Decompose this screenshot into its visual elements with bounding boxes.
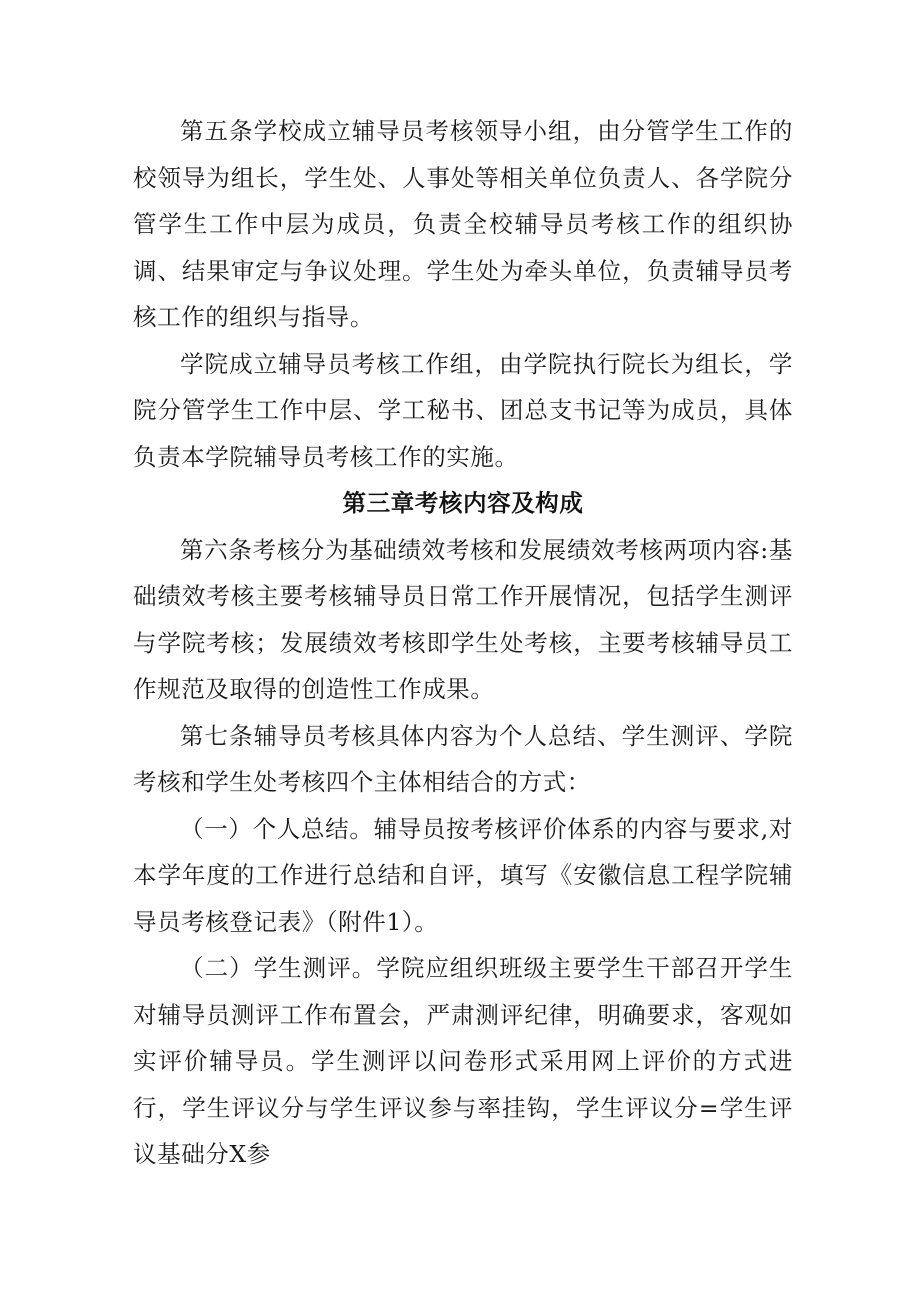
item-2-student-evaluation: （二）学生测评。学院应组织班级主要学生干部召开学生对辅导员测评工作布置会，严肃测评纪律，明确要求，客观如实评价辅导员。学生测评以问卷形式采用网上评价的方式进行，学生评议分与学生评议参与率挂钩，学生评议分=学生评议基础分X参 [133,954,793,1168]
item-1-personal-summary: （一）个人总结。辅导员按考核评价体系的内容与要求,对本学年度的工作进行总结和自评，填写《安徽信息工程学院辅导员考核登记表》（附件1）。 [133,814,793,936]
chapter-heading: 第三章考核内容及构成 [342,489,584,517]
document-body [133,108,793,1178]
article-6-paragraph: 第六条考核分为基础绩效考核和发展绩效考核两项内容:基础绩效考核主要考核辅导员日常工作开展情况，包括学生测评与学院考核；发展绩效考核即学生处考核，主要考核辅导员工作规范及取得的创造性工作成果。 [133,535,793,703]
college-workgroup-paragraph: 学院成立辅导员考核工作组，由学院执行院长为组长，学院分管学生工作中层、学工秘书、团总支书记等为成员，具体负责本学院辅导员考核工作的实施。 [133,349,793,471]
article-5-paragraph: 第五条学校成立辅导员考核领导小组，由分管学生工作的校领导为组长，学生处、人事处等相关单位负责人、各学院分管学生工作中层为成员，负责全校辅导员考核工作的组织协调、结果审定与争议处理。学生处为牵头单位，负责辅导员考核工作的组织与指导。 [133,117,793,331]
article-7-paragraph: 第七条辅导员考核具体内容为个人总结、学生测评、学院考核和学生处考核四个主体相结合的方式： [133,721,793,796]
